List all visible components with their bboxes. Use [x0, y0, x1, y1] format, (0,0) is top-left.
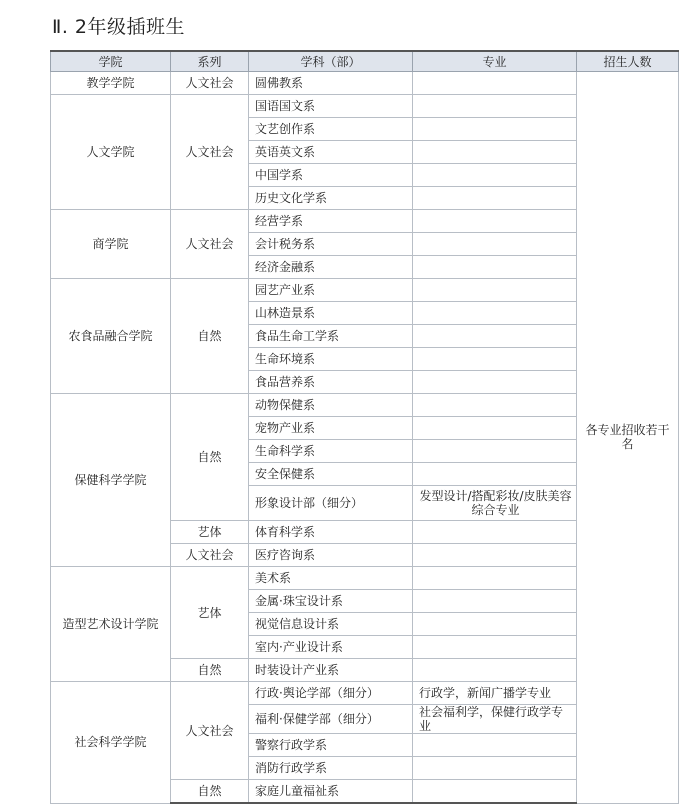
department-cell: 行政·舆论学部（细分）: [249, 682, 413, 705]
college-cell: 教学学院: [51, 72, 171, 95]
department-cell: 金属·珠宝设计系: [249, 590, 413, 613]
college-cell: 造型艺术设计学院: [51, 567, 171, 682]
department-cell: 室内·产业设计系: [249, 636, 413, 659]
department-cell: 福利·保健学部（细分）: [249, 705, 413, 734]
college-cell: 保健科学学院: [51, 394, 171, 567]
major-cell: [413, 371, 577, 394]
department-cell: 圆佛教系: [249, 72, 413, 95]
department-cell: 体育科学系: [249, 521, 413, 544]
major-cell: [413, 613, 577, 636]
major-cell: [413, 256, 577, 279]
major-cell: [413, 544, 577, 567]
series-cell: 自然: [171, 780, 249, 804]
major-cell: [413, 164, 577, 187]
major-cell: [413, 463, 577, 486]
header-department: 学科（部）: [249, 51, 413, 72]
college-cell: 商学院: [51, 210, 171, 279]
header-series: 系列: [171, 51, 249, 72]
header-row: [51, 51, 679, 72]
department-cell: 时装设计产业系: [249, 659, 413, 682]
department-cell: 警察行政学系: [249, 734, 413, 757]
major-cell: [413, 325, 577, 348]
department-cell: 历史文化学系: [249, 187, 413, 210]
series-cell: 自然: [171, 659, 249, 682]
major-cell: [413, 95, 577, 118]
major-cell: [413, 302, 577, 325]
major-cell: [413, 636, 577, 659]
header-college: 学院: [51, 51, 171, 72]
major-cell: [413, 348, 577, 371]
department-cell: 宠物产业系: [249, 417, 413, 440]
header-quota: 招生人数: [577, 51, 679, 72]
header-major: 专业: [413, 51, 577, 72]
major-cell: 行政学，新闻广播学专业: [413, 682, 577, 705]
series-cell: 人文社会: [171, 544, 249, 567]
department-cell: 会计税务系: [249, 233, 413, 256]
major-cell: [413, 187, 577, 210]
major-cell: 社会福利学，保健行政学专业: [413, 705, 577, 734]
major-cell: [413, 757, 577, 780]
major-cell: [413, 233, 577, 256]
department-cell: 文艺创作系: [249, 118, 413, 141]
major-cell: [413, 417, 577, 440]
major-cell: [413, 567, 577, 590]
table-row: [51, 72, 679, 95]
series-cell: 自然: [171, 279, 249, 394]
major-cell: [413, 118, 577, 141]
major-cell: [413, 141, 577, 164]
admission-table: [50, 50, 679, 804]
department-cell: 安全保健系: [249, 463, 413, 486]
department-cell: 园艺产业系: [249, 279, 413, 302]
department-cell: 英语英文系: [249, 141, 413, 164]
department-cell: 食品营养系: [249, 371, 413, 394]
department-cell: 经营学系: [249, 210, 413, 233]
department-cell: 经济金融系: [249, 256, 413, 279]
series-cell: 自然: [171, 394, 249, 521]
department-cell: 视觉信息设计系: [249, 613, 413, 636]
department-cell: 中国学系: [249, 164, 413, 187]
series-cell: 艺体: [171, 567, 249, 659]
section-heading: Ⅱ. 2年级插班生: [52, 16, 186, 38]
department-cell: 国语国文系: [249, 95, 413, 118]
major-cell: [413, 659, 577, 682]
department-cell: 家庭儿童福祉系: [249, 780, 413, 804]
department-cell: 消防行政学系: [249, 757, 413, 780]
department-cell: 生命环境系: [249, 348, 413, 371]
department-cell: 山林造景系: [249, 302, 413, 325]
major-cell: [413, 72, 577, 95]
series-cell: 人文社会: [171, 682, 249, 780]
department-cell: 美术系: [249, 567, 413, 590]
major-cell: [413, 394, 577, 417]
major-cell: 发型设计/搭配彩妆/皮肤美容综合专业: [413, 486, 577, 521]
major-cell: [413, 780, 577, 804]
college-cell: 社会科学学院: [51, 682, 171, 804]
department-cell: 形象设计部（细分）: [249, 486, 413, 521]
major-cell: [413, 440, 577, 463]
series-cell: 人文社会: [171, 72, 249, 95]
quota-cell: 各专业招收若干名: [577, 72, 679, 804]
department-cell: 生命科学系: [249, 440, 413, 463]
major-cell: [413, 210, 577, 233]
department-cell: 食品生命工学系: [249, 325, 413, 348]
department-cell: 医疗咨询系: [249, 544, 413, 567]
major-cell: [413, 521, 577, 544]
series-cell: 人文社会: [171, 210, 249, 279]
college-cell: 农食品融合学院: [51, 279, 171, 394]
major-cell: [413, 279, 577, 302]
college-cell: 人文学院: [51, 95, 171, 210]
major-cell: [413, 734, 577, 757]
department-cell: 动物保健系: [249, 394, 413, 417]
major-cell: [413, 590, 577, 613]
series-cell: 艺体: [171, 521, 249, 544]
series-cell: 人文社会: [171, 95, 249, 210]
